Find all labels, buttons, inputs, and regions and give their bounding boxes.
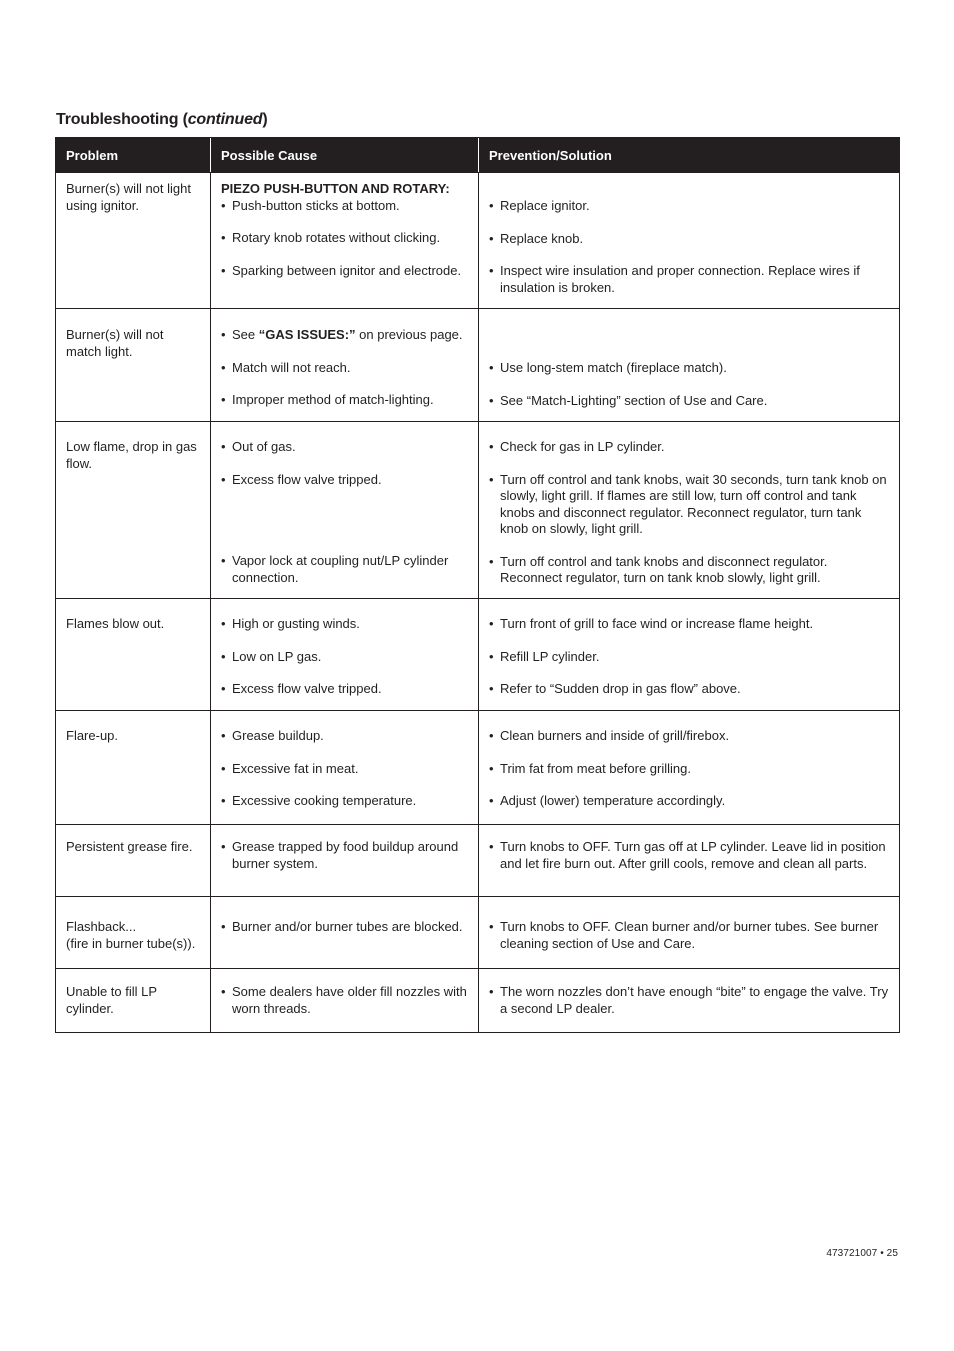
cause-subheading: PIEZO PUSH-BUTTON AND ROTARY: [221,181,450,196]
problem-cell: Flames blow out. [56,599,211,711]
header-possible-cause: Possible Cause [211,138,479,173]
problem-cell: Burner(s) will not match light. [56,309,211,422]
solution-item: • Refer to “Sudden drop in gas flow” above. [489,681,889,698]
solution-item: • Use long-stem match (fireplace match). [489,360,889,377]
cause-item: • Excessive cooking temperature. [221,793,468,810]
page-footer: 473721007 • 25 [826,1248,898,1259]
cause-item: • Match will not reach. [221,360,468,377]
solution-item: • Inspect wire insulation and proper connection. Replace wires if insulation is broken. [489,263,889,296]
page-title-italic: continued [187,111,263,128]
troubleshooting-table [55,137,900,1033]
cause-item: • Burner and/or burner tubes are blocked. [221,919,468,936]
solution-item: • See “Match-Lighting” section of Use and Care. [489,393,889,410]
cause-item: • Low on LP gas. [221,649,468,666]
solution-item: • Clean burners and inside of grill/firebox. [489,728,889,745]
problem-cell: Unable to fill LP cylinder. [56,969,211,1033]
table-row [56,897,900,969]
cause-item: • Push-button sticks at bottom. [221,198,468,215]
cause-item: • Sparking between ignitor and electrode. [221,263,468,280]
table-row [56,173,900,309]
solution-cell [479,825,900,897]
solution-item: • Trim fat from meat before grilling. [489,761,889,778]
table-row [56,599,900,711]
solution-item: • Turn front of grill to face wind or increase flame height. [489,616,889,633]
cause-cell [211,173,479,309]
solution-cell [479,711,900,825]
cause-cell [211,422,479,599]
solution-cell [479,969,900,1033]
cause-item: • Excessive fat in meat. [221,761,468,778]
cause-cell [211,825,479,897]
cause-item: • Vapor lock at coupling nut/LP cylinder connection. [221,553,468,586]
solution-item: • Check for gas in LP cylinder. [489,439,889,456]
page-title-main: Troubleshooting ( [56,111,188,128]
cause-item: • Grease buildup. [221,728,468,745]
problem-cell: Persistent grease fire. [56,825,211,897]
page-title-close: ) [262,111,268,128]
solution-item: • Turn off control and tank knobs and disconnect regulator. Reconnect regulator, turn on tank knob slowly, light grill. [489,554,889,587]
table-header-row [56,138,900,173]
solution-item: • Adjust (lower) temperature accordingly. [489,793,889,810]
problem-cell: Flare-up. [56,711,211,825]
cause-cell [211,897,479,969]
cause-cell [211,969,479,1033]
cause-item: • Grease trapped by food buildup around burner system. [221,839,468,872]
cause-see-bold: “GAS ISSUES:” [258,327,356,342]
solution-item: • Turn off control and tank knobs, wait 30 seconds, turn tank knob on slowly, light grill. If flames are still low, turn off control and tank knobs and disconnect regulator. Reconnect regulator, turn tank knob on slowly, light grill. [489,472,889,538]
solution-item: • Refill LP cylinder. [489,649,889,666]
cause-cell [211,309,479,422]
solution-item: • The worn nozzles don’t have enough “bite” to engage the valve. Try a second LP dealer. [489,984,889,1017]
cause-item: • Excess flow valve tripped. [221,472,468,489]
solution-item: • Replace ignitor. [489,198,889,215]
cause-item: • Improper method of match-lighting. [221,392,468,409]
problem-cell: Low flame, drop in gas flow. [56,422,211,599]
solution-item: • Replace knob. [489,231,889,248]
cause-item: • High or gusting winds. [221,616,468,633]
header-problem: Problem [56,138,211,173]
cause-item: • Rotary knob rotates without clicking. [221,230,468,247]
solution-item: • Turn knobs to OFF. Clean burner and/or burner tubes. See burner cleaning section of Use and Care. [489,919,889,952]
cause-item-see-gas-issues [221,327,468,344]
problem-cell: Burner(s) will not light using ignitor. [56,173,211,309]
table-row [56,825,900,897]
problem-cell: Flashback... (fire in burner tube(s)). [56,897,211,969]
cause-cell [211,711,479,825]
cause-item: • Excess flow valve tripped. [221,681,468,698]
solution-cell [479,897,900,969]
solution-cell [479,599,900,711]
solution-cell [479,173,900,309]
header-prevention-solution: Prevention/Solution [479,138,900,173]
cause-item: • Out of gas. [221,439,468,456]
table-row [56,309,900,422]
solution-cell [479,422,900,599]
table-row [56,422,900,599]
cause-cell [211,599,479,711]
page-title [56,111,267,129]
cause-see-pre: See [232,327,259,342]
table-row [56,711,900,825]
solution-item: • Turn knobs to OFF. Turn gas off at LP cylinder. Leave lid in position and let fire burn out. After grill cools, remove and clean all parts. [489,839,889,872]
solution-cell [479,309,900,422]
table-row [56,969,900,1033]
cause-see-post: on previous page. [355,327,463,342]
cause-item: • Some dealers have older fill nozzles with worn threads. [221,984,468,1017]
